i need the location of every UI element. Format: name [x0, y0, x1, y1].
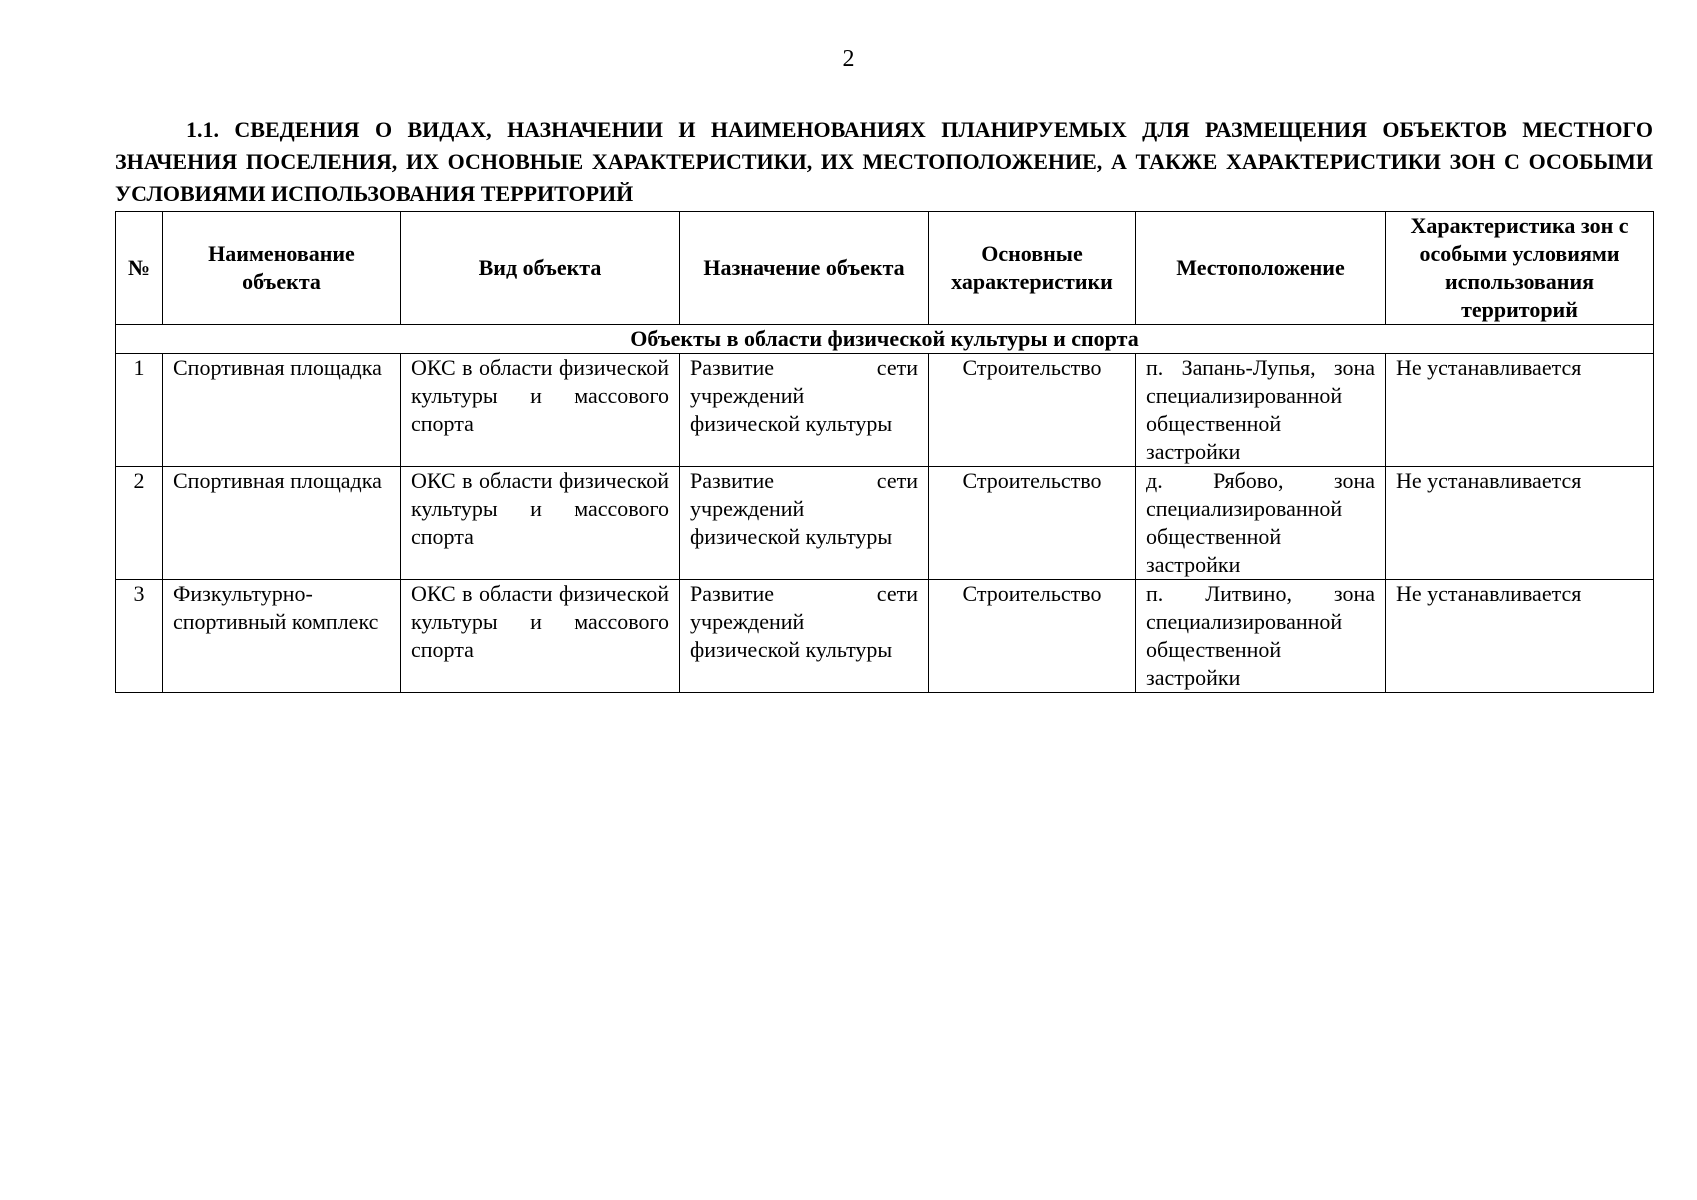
header-number: №: [116, 212, 163, 325]
table-row: [116, 580, 1654, 693]
header-name: Наименование объекта: [163, 212, 401, 325]
cell-number: 1: [116, 354, 163, 467]
cell-location: п. Литвино, зона специализированной общественной застройки: [1136, 580, 1386, 693]
cell-name: Спортивная площадка: [163, 354, 401, 467]
cell-number: 2: [116, 467, 163, 580]
cell-location: п. Запань-Лупья, зона специализированной общественной застройки: [1136, 354, 1386, 467]
cell-zones: Не устанавливается: [1386, 580, 1654, 693]
page-number: 2: [842, 46, 855, 72]
cell-location: д. Рябово, зона специализированной общественной застройки: [1136, 467, 1386, 580]
cell-purpose: Развитие сети учреждений физической культуры: [680, 354, 929, 467]
header-characteristics: Основные характеристики: [929, 212, 1136, 325]
cell-purpose: Развитие сети учреждений физической культуры: [680, 467, 929, 580]
table-row: [116, 467, 1654, 580]
planned-objects-table: [115, 211, 1654, 693]
section-heading: 1.1. СВЕДЕНИЯ О ВИДАХ, НАЗНАЧЕНИИ И НАИМЕНОВАНИЯХ ПЛАНИРУЕМЫХ ДЛЯ РАЗМЕЩЕНИЯ ОБЪЕКТОВ МЕСТНОГО ЗНАЧЕНИЯ ПОСЕЛЕНИЯ, ИХ ОСНОВНЫЕ ХАРАКТЕРИСТИКИ, ИХ МЕСТОПОЛОЖЕНИЕ, А ТАКЖЕ ХАРАКТЕРИСТИКИ ЗОН С ОСОБЫМИ УСЛОВИЯМИ ИСПОЛЬЗОВАНИЯ ТЕРРИТОРИЙ: [115, 117, 1653, 206]
cell-name: Спортивная площадка: [163, 467, 401, 580]
header-purpose: Назначение объекта: [680, 212, 929, 325]
header-type: Вид объекта: [401, 212, 680, 325]
cell-name: Физкультурно-спортивный комплекс: [163, 580, 401, 693]
cell-characteristics: Строительство: [929, 467, 1136, 580]
header-zones: Характеристика зон с особыми условиями использования территорий: [1386, 212, 1654, 325]
cell-characteristics: Строительство: [929, 580, 1136, 693]
table-row: [116, 354, 1654, 467]
cell-type: ОКС в области физической культуры и массового спорта: [401, 467, 680, 580]
cell-purpose: Развитие сети учреждений физической культуры: [680, 580, 929, 693]
cell-characteristics: Строительство: [929, 354, 1136, 467]
header-location: Местоположение: [1136, 212, 1386, 325]
table-header-row: [116, 212, 1654, 325]
cell-zones: Не устанавливается: [1386, 354, 1654, 467]
group-title: Объекты в области физической культуры и спорта: [116, 325, 1654, 354]
cell-number: 3: [116, 580, 163, 693]
table-group-row: [116, 325, 1654, 354]
cell-type: ОКС в области физической культуры и массового спорта: [401, 354, 680, 467]
cell-type: ОКС в области физической культуры и массового спорта: [401, 580, 680, 693]
cell-zones: Не устанавливается: [1386, 467, 1654, 580]
